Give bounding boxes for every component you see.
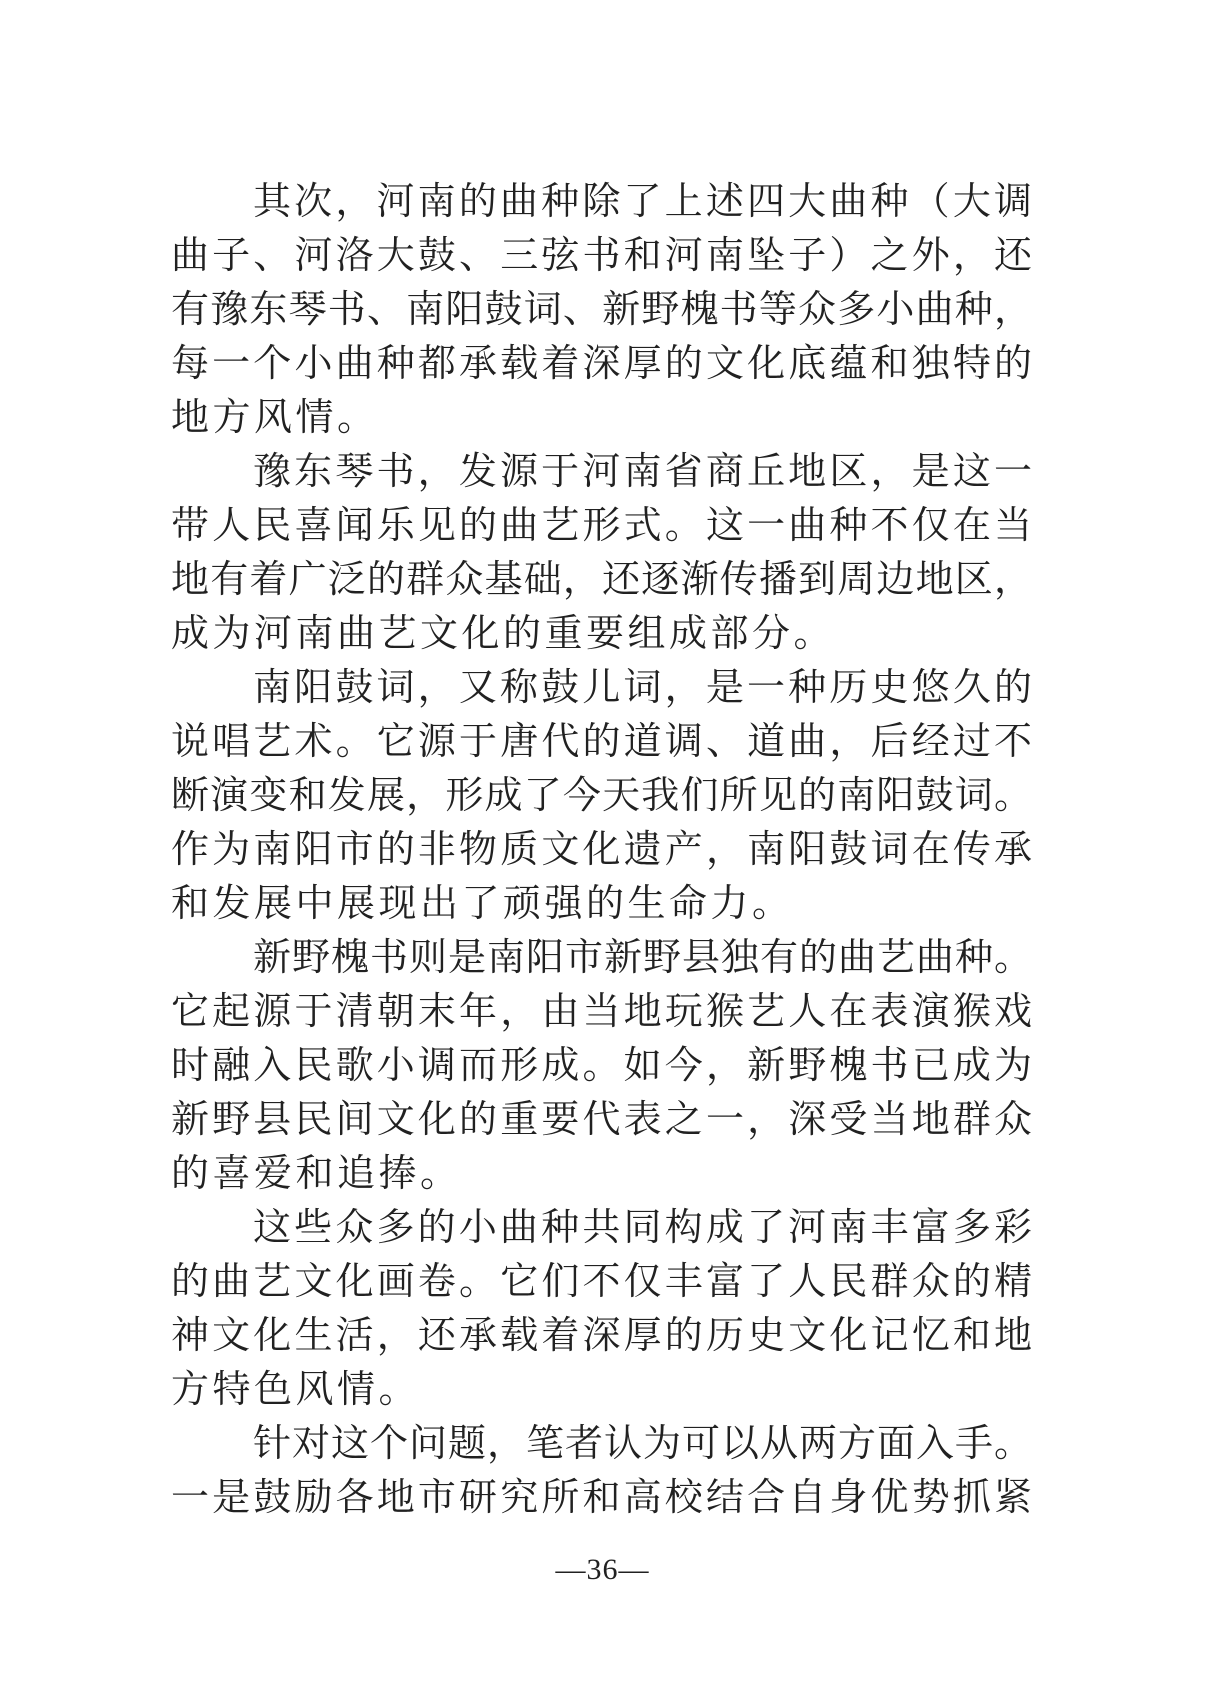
text-line: 豫东琴书，发源于河南省商丘地区，是这一 [253,451,1032,493]
text-line: 新野县民间文化的重要代表之一，深受当地群众 [171,1099,1032,1141]
text-line: 南阳鼓词，又称鼓儿词，是一种历史悠久的 [253,667,1032,709]
text-line: 每一个小曲种都承载着深厚的文化底蕴和独特的 [171,343,1032,385]
paragraph [171,931,1032,1201]
text-line: 的曲艺文化画卷。它们不仅丰富了人民群众的精 [171,1261,1032,1303]
text-line: 地有着广泛的群众基础，还逐渐传播到周边地区， [171,559,1032,601]
text-line: 一是鼓励各地市研究所和高校结合自身优势抓紧 [171,1477,1032,1519]
page-number: —36— [555,1553,650,1586]
text-line: 新野槐书则是南阳市新野县独有的曲艺曲种。 [253,937,1032,979]
text-line: 曲子、河洛大鼓、三弦书和河南坠子）之外，还 [171,235,1032,277]
text-line: 其次，河南的曲种除了上述四大曲种（大调 [253,181,1032,223]
paragraph [171,661,1032,931]
paragraph [171,1201,1032,1417]
text-line: 作为南阳市的非物质文化遗产，南阳鼓词在传承 [171,829,1032,871]
text-line: 时融入民歌小调而形成。如今，新野槐书已成为 [171,1045,1032,1087]
text-line: 说唱艺术。它源于唐代的道调、道曲，后经过不 [171,721,1032,763]
text-line: 有豫东琴书、南阳鼓词、新野槐书等众多小曲种， [171,289,1032,331]
text-line: 成为河南曲艺文化的重要组成部分。 [171,613,836,655]
paragraph [171,445,1032,661]
text-body [171,175,1032,1525]
text-line: 和发展中展现出了顽强的生命力。 [171,883,794,925]
text-line: 它起源于清朝末年，由当地玩猴艺人在表演猴戏 [171,991,1032,1033]
text-line: 地方风情。 [171,397,379,439]
paragraph [171,1417,1032,1525]
text-line: 断演变和发展，形成了今天我们所见的南阳鼓词。 [171,775,1032,817]
text-line: 带人民喜闻乐见的曲艺形式。这一曲种不仅在当 [171,505,1032,547]
text-line: 针对这个问题，笔者认为可以从两方面入手。 [253,1423,1032,1465]
text-line: 神文化生活，还承载着深厚的历史文化记忆和地 [171,1315,1032,1357]
paragraph [171,175,1032,445]
text-line: 方特色风情。 [171,1369,421,1411]
text-line: 的喜爱和追捧。 [171,1153,462,1195]
text-line: 这些众多的小曲种共同构成了河南丰富多彩 [253,1207,1032,1249]
